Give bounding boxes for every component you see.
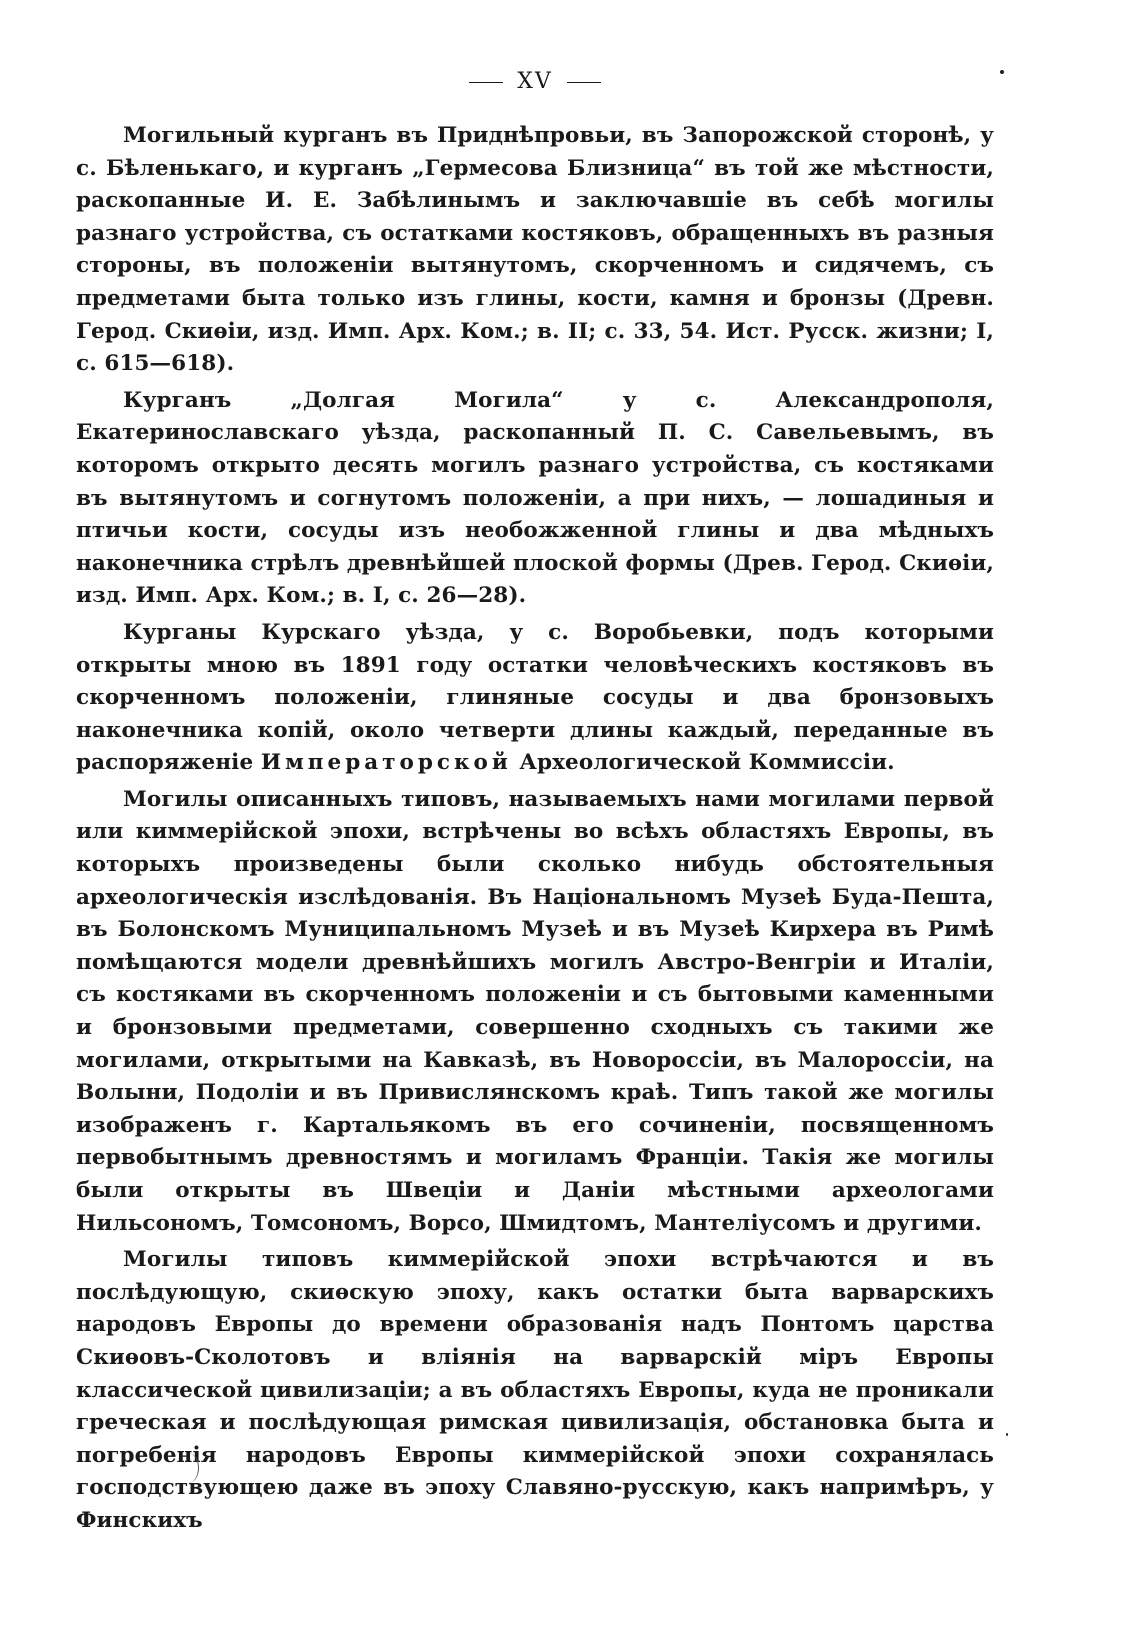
margin-pencil-mark [178, 1453, 199, 1483]
page-number: XV [517, 69, 553, 94]
paragraph-scythian-epoch: Могилы типовъ киммерійской эпохи встрѣчаются и въ послѣдующую, скиѳскую эпоху, какъ остатки быта варварскихъ народовъ Европы до времени образованія надъ Понтомъ царства Скиѳовъ-Сколотовъ и вліянія на варварскій міръ Европы классической цивилизаціи; а въ областяхъ Европы, куда не проникали греческая и послѣдующая римская цивилизація, обстановка быта и погребенія народовъ Европы киммерійской эпохи сохранялась господствующею даже въ эпоху Славяно-русскую, какъ напримѣръ, у Финскихъ [76, 1247, 994, 1533]
page-body [76, 70, 994, 1542]
paragraph-dolgaya-mogila: Курганъ „Долгая Могила“ у с. Александрополя, Екатеринославскаго уѣзда, раскопанный П. С. Савельевымъ, въ которомъ открыто десять могилъ разнаго устройства, съ костяками въ вытянутомъ и согнутомъ положеніи, а при нихъ, — лошадиныя и птичьи кости, сосуды изъ необожженной глины и два мѣдныхъ наконечника стрѣлъ древнѣйшей плоской формы (Древ. Герод. Скиѳіи, изд. Имп. Арх. Ком.; в. I, с. 26—28). [76, 387, 994, 609]
paragraph-cimmerian-graves: Могилы описанныхъ типовъ, называемыхъ нами могилами первой или киммерійской эпохи, встрѣчены во всѣхъ областяхъ Европы, въ которыхъ произведены были сколько нибудь обстоятельныя археологическія изслѣдованія. Въ Національномъ Музеѣ Буда-Пешта, въ Болонскомъ Муниципальномъ Музеѣ и въ Музеѣ Кирхера въ Римѣ помѣщаются модели древнѣйшихъ могилъ Австро-Венгріи и Италіи, съ костяками въ скорченномъ положеніи и съ бытовыми каменными и бронзовыми предметами, совершенно сходныхъ съ такими же могилами, открытыми на Кавказѣ, въ Новороссіи, въ Малороссіи, на Волыни, Подоліи и въ Привислянскомъ краѣ. Типъ такой же могилы изображенъ г. Картальякомъ въ его сочиненіи, посвященномъ первобытнымъ древностямъ и могиламъ Франціи. Такія же могилы были открыты въ Швеціи и Даніи мѣстными археологами Нильсономъ, Томсономъ, Ворсо, Шмидтомъ, Мантеліусомъ и другими. [76, 786, 994, 1236]
kursk-text-after: Археологической Коммиссіи. [511, 750, 895, 776]
scan-speck [1006, 1433, 1008, 1436]
page-header [76, 70, 994, 94]
header-dash-left [469, 82, 503, 83]
paragraph-zaporozhye-kurgan: Могильный курганъ въ Приднѣпровьи, въ Запорожской сторонѣ, у с. Бѣленькаго, и курганъ „Гермесова Близница“ въ той же мѣстности, раскопанные И. Е. Забѣлинымъ и заключавшіе въ себѣ могилы разнаго устройства, съ остатками костяковъ, обращенныхъ въ разныя стороны, въ положеніи вытянутомъ, скорченномъ и сидячемъ, съ предметами быта только изъ глины, кости, камня и бронзы (Древн. Герод. Скиѳіи, изд. Имп. Арх. Ком.; в. II; с. 33, 54. Ист. Русск. жизни; I, с. 615—618). [76, 123, 994, 377]
scan-speck [1000, 70, 1004, 74]
paragraph-kursk-kurgans [76, 617, 994, 780]
header-dash-right [567, 82, 601, 83]
kursk-text-before: Курганы Курскаго уѣзда, у с. Воробьевки, подъ которыми открыты мною въ 1891 году остатки человѣческихъ костяковъ въ скорченномъ положеніи, глиняные сосуды и два бронзовыхъ наконечника копій, около четверти длины каждый, переданные въ распоряженіе [76, 619, 994, 776]
kursk-text-spaced: Императорской [260, 750, 512, 776]
